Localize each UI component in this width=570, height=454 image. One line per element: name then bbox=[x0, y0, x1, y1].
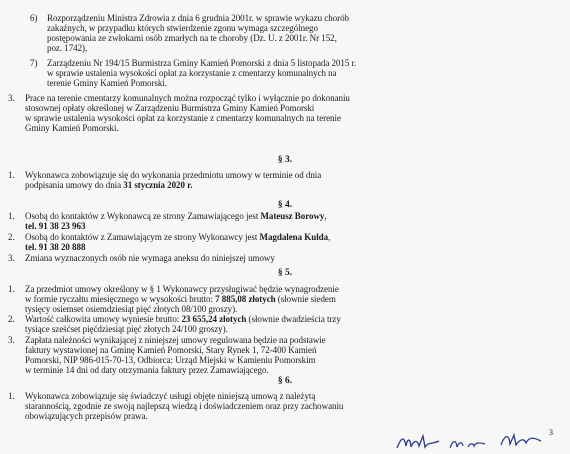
contact-name: Mateusz Borowy bbox=[260, 211, 325, 221]
item-number: 3. bbox=[8, 335, 15, 345]
text-line: Wykonawca zobowiązuje się do wykonania przedmiotu umowy w terminie od dnia bbox=[25, 170, 322, 180]
text-line: stosownej opłaty określonej w Zarządzeniu Burmistrza Gminy Kamień Pomorski bbox=[25, 103, 315, 113]
section-heading-4: § 4. bbox=[277, 200, 293, 210]
total-amount: 23 655,24 złotych bbox=[181, 314, 247, 324]
item-number: 2. bbox=[8, 314, 15, 324]
item-number: 1. bbox=[8, 170, 15, 180]
item-number: 3. bbox=[8, 253, 15, 263]
item-number: 2. bbox=[8, 232, 15, 242]
text-line: tysięcy osiemset osiemdziesiąt pięć złotych 08/100 groszy). bbox=[25, 304, 238, 314]
section-heading-3: § 3. bbox=[277, 155, 293, 165]
text-line: Wartość całkowita umowy wyniesie brutto: 23 655,24 złotych (słownie dwadzieścia trzy bbox=[25, 314, 341, 324]
section-heading-6: § 6. bbox=[277, 376, 293, 386]
text-line: w terminie 14 dni od daty otrzymania faktury przez Zamawiającego. bbox=[25, 365, 269, 375]
deadline-date: 31 stycznia 2020 r. bbox=[123, 180, 193, 190]
item-number: 1. bbox=[8, 284, 15, 294]
text-line: zakaźnych, w przypadku których stwierdzenie zgonu wymaga szczególnego bbox=[47, 23, 318, 33]
item-number: 1. bbox=[8, 391, 15, 401]
text-line: Zmiana wyznaczonych osób nie wymaga aneksu do niniejszej umowy bbox=[25, 253, 275, 263]
contact-phone: tel. 91 38 20 888 bbox=[25, 242, 86, 252]
text-line: w formie ryczałtu miesięcznego w wysokości brutto: 7 885,08 złotych (słownie siedem bbox=[25, 294, 336, 304]
text-line: terenie Gminy Kamień Pomorski. bbox=[47, 78, 167, 88]
page-number: 3 bbox=[549, 428, 553, 437]
text-line: Zarządzeniu Nr 194/15 Burmistrza Gminy Kamień Pomorski z dnia 5 listopada 2015 r. bbox=[47, 58, 357, 68]
item-number: 3. bbox=[8, 93, 15, 103]
text-line: podpisania umowy do dnia 31 stycznia 2020 r. bbox=[25, 180, 193, 190]
contact-name: Magdalena Kulda bbox=[259, 232, 329, 242]
text-line: Osobą do kontaktów z Zamawiającym ze strony Wykonawcy jest Magdalena Kulda, bbox=[25, 232, 331, 242]
text-line: Rozporządzeniu Ministra Zdrowia z dnia 6 grudnia 2001r. w sprawie wykazu chorób bbox=[47, 13, 349, 23]
item-number: 1. bbox=[8, 211, 15, 221]
text-line: tysiące sześćset pięćdziesiąt pięć złotych 24/100 groszy). bbox=[25, 324, 228, 334]
contact-phone: tel. 91 38 23 963 bbox=[25, 221, 86, 231]
monthly-amount: 7 885,08 złotych bbox=[215, 294, 276, 304]
text-line: w sprawie ustalenia wysokości opłat za korzystanie z cmentarzy komunalnych na terenie bbox=[25, 113, 341, 123]
text-line: Osobą do kontaktów z Wykonawcą ze strony Zamawiającego jest Mateusz Borowy, bbox=[25, 211, 327, 221]
text-line: postępowania ze zwłokami osób zmarłych na te choroby (Dz. U. z 2001r. Nr 152, bbox=[47, 33, 337, 43]
text-line: obowiązujących przepisów prawa. bbox=[25, 411, 148, 421]
text-line: Zapłata należności wynikającej z niniejszej umowy regulowana będzie na podstawie bbox=[25, 335, 326, 345]
text-line: poz. 1742), bbox=[47, 43, 88, 53]
text-line: Prace na terenie cmentarzy komunalnych można rozpocząć tylko i wyłącznie po dokonaniu bbox=[25, 93, 350, 103]
section-heading-5: § 5. bbox=[277, 268, 293, 278]
text-line: w sprawie ustalenia wysokości opłat za korzystanie z cmentarzy komunalnych na bbox=[47, 68, 337, 78]
text-line: Za przedmiot umowy określony w § 1 Wykonawcy przysługiwać będzie wynagrodzenie bbox=[25, 284, 339, 294]
text-line: Pomorski, NIP 986-015-70-13, Odbiorca: Urząd Miejski w Kamieniu Pomorskim bbox=[25, 355, 316, 365]
text-line: Gminy Kamień Pomorski. bbox=[25, 123, 119, 133]
text-line: starannością, zgodnie ze swoją najlepszą wiedzą i doświadczeniem oraz przy zachowaniu bbox=[25, 401, 344, 411]
item-number: 7) bbox=[30, 58, 38, 68]
text-line: faktury wystawionej na Gminę Kamień Pomorski, Stary Rynek 1, 72-400 Kamień bbox=[25, 345, 317, 355]
text-line: Wykonawca zobowiązuje się świadczyć usługi objęte niniejszą umową z należytą bbox=[25, 391, 316, 401]
item-number: 6) bbox=[30, 13, 38, 23]
